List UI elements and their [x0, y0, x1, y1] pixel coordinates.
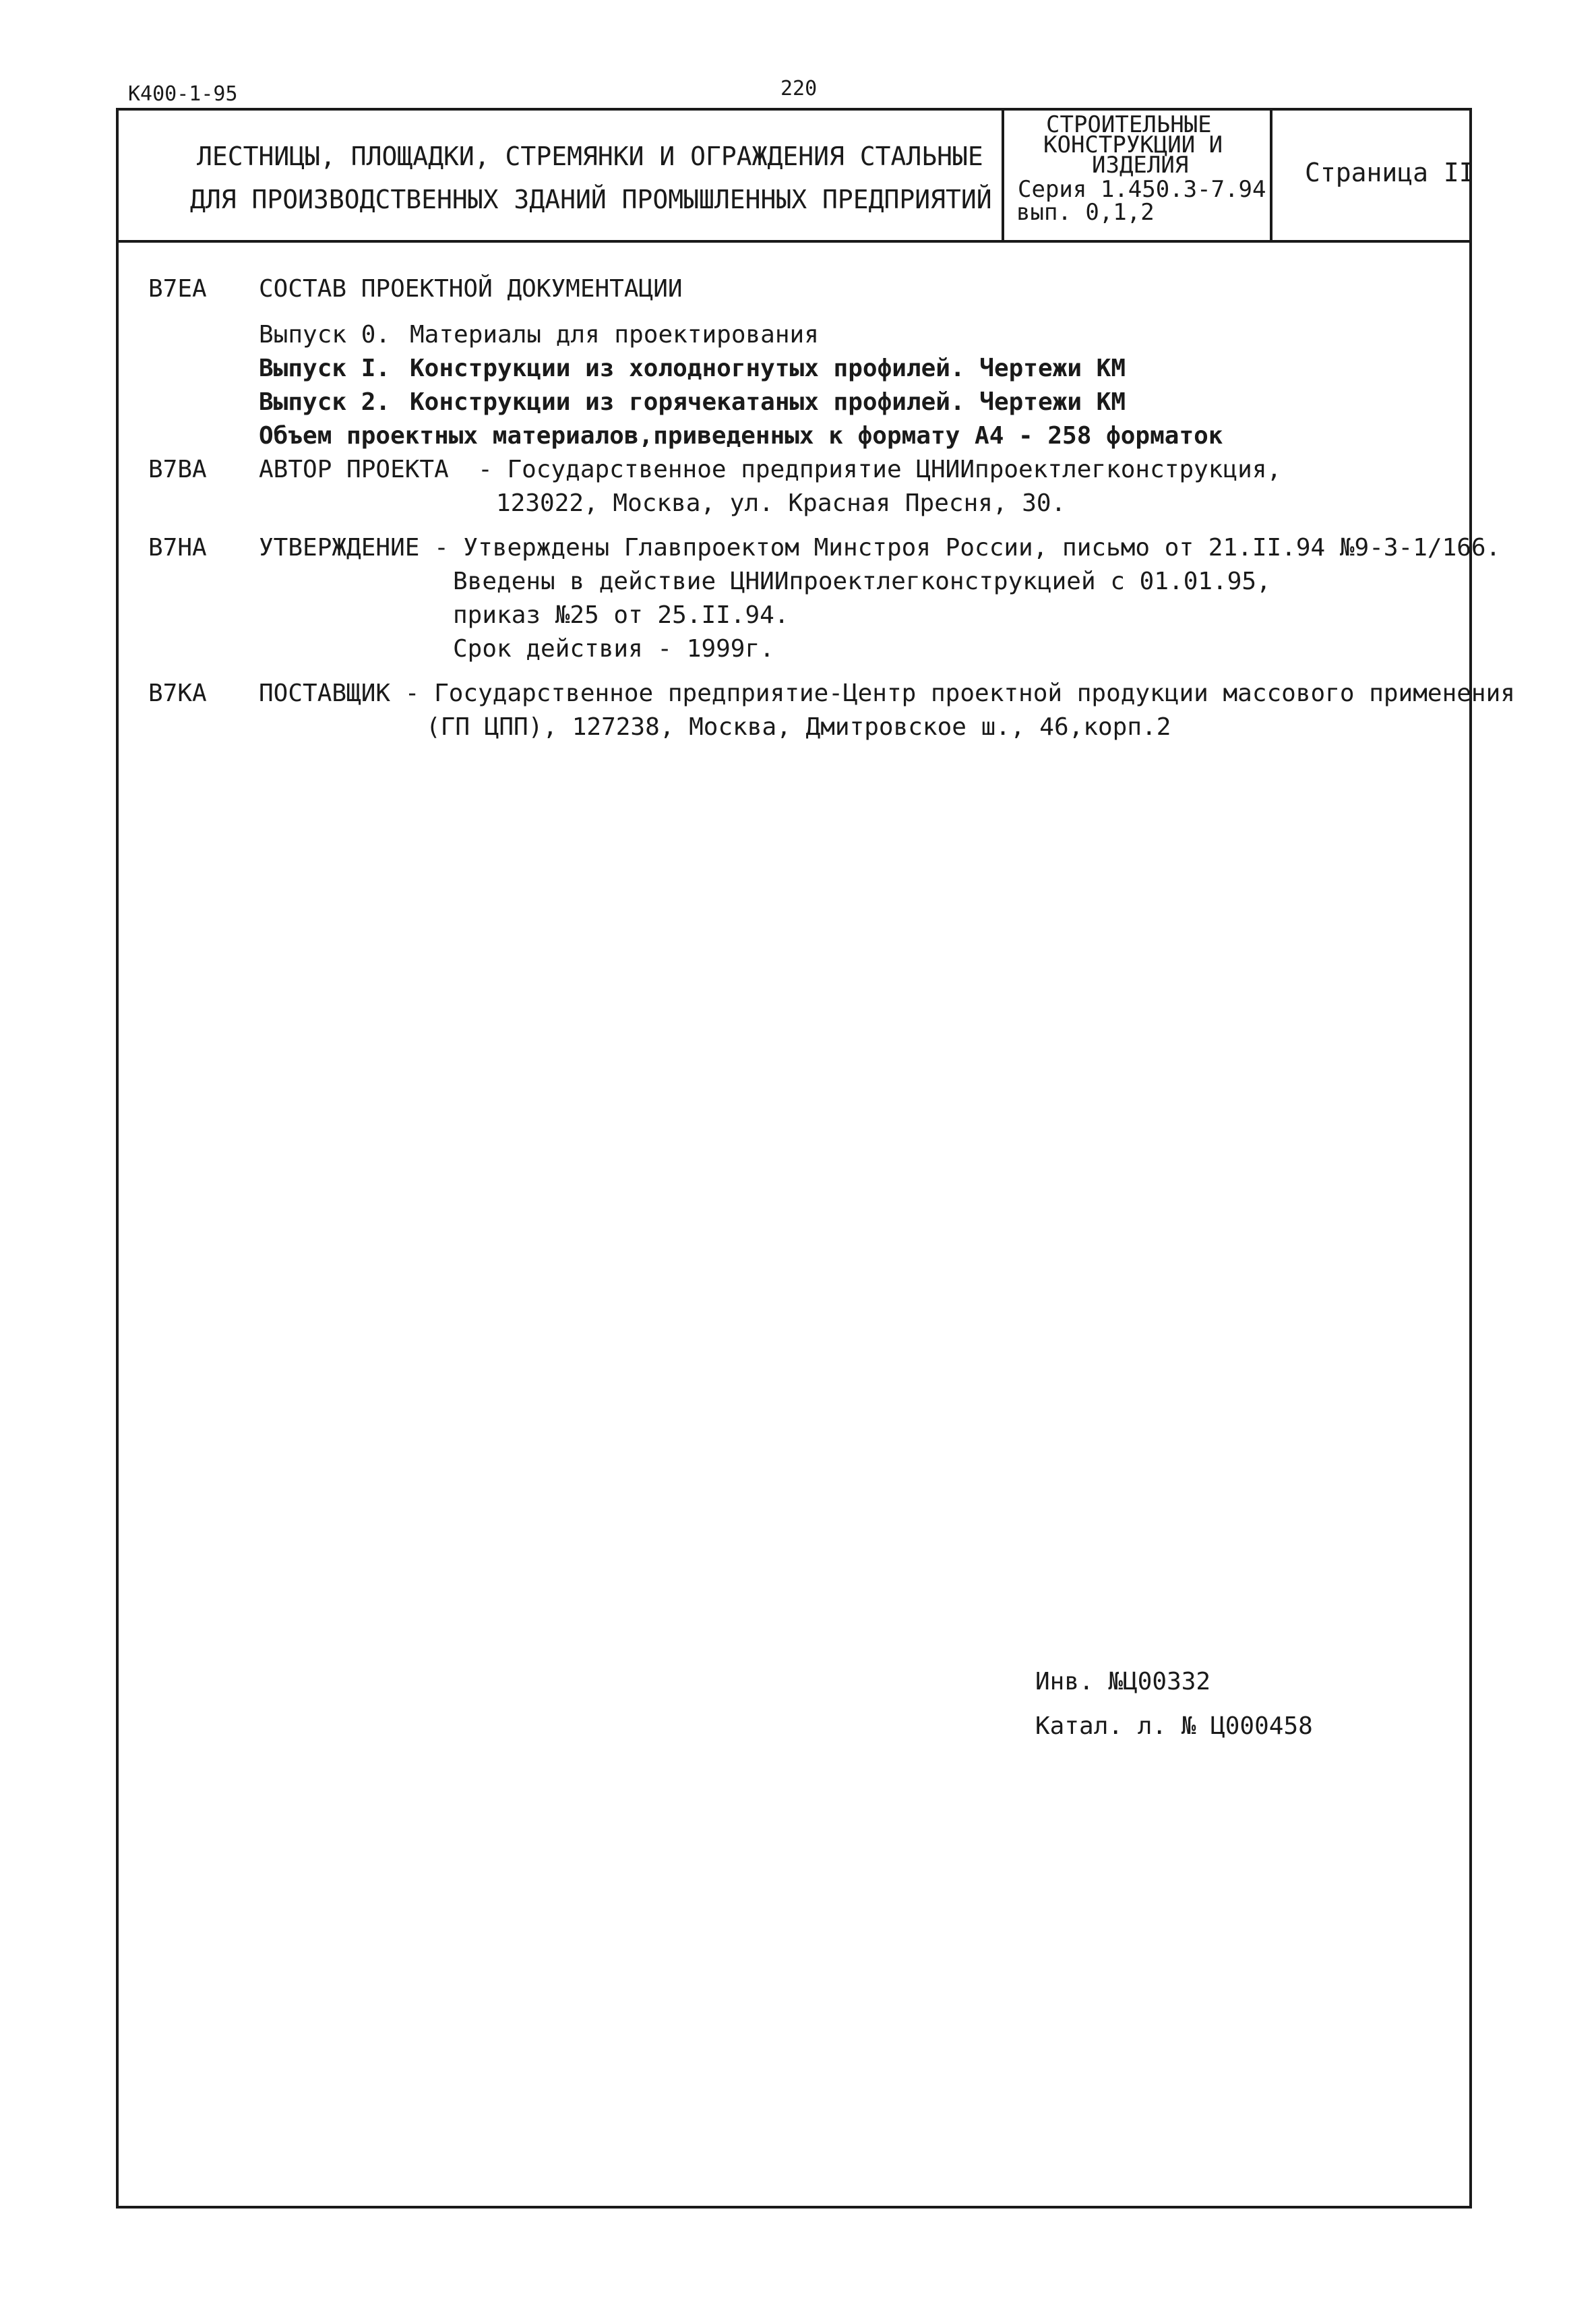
section-title-b7ea: СОСТАВ ПРОЕКТНОЙ ДОКУМЕНТАЦИИ [259, 275, 683, 303]
author-line2: 123022, Москва, ул. Красная Пресня, 30. [496, 489, 1066, 517]
section-code-b7ea: В7ЕА [148, 275, 207, 303]
header-title-line2: ДЛЯ ПРОИЗВОДСТВЕННЫХ ЗДАНИЙ ПРОМЫШЛЕННЫХ ПРЕДПРИЯТИЙ [190, 185, 992, 214]
approval-line2: Введены в действие ЦНИИпроектлегконструкцией с 01.01.95, [453, 568, 1271, 595]
section-code-b7na: В7НА [148, 534, 207, 562]
issue-0-text: Материалы для проектирования [410, 321, 819, 349]
supplier-line2: (ГП ЦПП), 127238, Москва, Дмитровское ш., 46,корп.2 [426, 713, 1171, 741]
header-divider [116, 240, 1472, 243]
volume-note: Объем проектных материалов,приведенных к формату А4 - 258 форматок [259, 422, 1223, 450]
page-number: 220 [780, 77, 818, 100]
issue-0-label: Выпуск 0. [259, 321, 391, 349]
inventory-number: Инв. №Ц00332 [1035, 1668, 1211, 1695]
header-column-divider-2 [1270, 108, 1272, 243]
header-category-line2: КОНСТРУКЦИИ И [1043, 131, 1223, 158]
approval-line4: Срок действия - 1999г. [453, 635, 774, 663]
catalog-number: Катал. л. № Ц000458 [1035, 1712, 1313, 1740]
issue-2-label: Выпуск 2. [259, 388, 391, 416]
section-code-b7ka: В7КА [148, 680, 207, 707]
header-series: Серия 1.450.3-7.94 [1018, 176, 1266, 203]
header-category-line1: СТРОИТЕЛЬНЫЕ [1046, 111, 1212, 138]
header-page-label: Страница II [1305, 158, 1475, 187]
document-code: К400-1-95 [128, 82, 238, 106]
header-category-line3: ИЗДЕЛИЯ [1092, 152, 1189, 179]
author-line1: АВТОР ПРОЕКТА - Государственное предприятие ЦНИИпроектлегконструкция, [259, 456, 1282, 483]
header-title-line1: ЛЕСТНИЦЫ, ПЛОЩАДКИ, СТРЕМЯНКИ И ОГРАЖДЕНИЯ СТАЛЬНЫЕ [197, 142, 983, 171]
section-code-b7va: В7ВА [148, 456, 207, 483]
issue-2-text: Конструкции из горячекатаных профилей. Чертежи КМ [410, 388, 1126, 416]
approval-line1: УТВЕРЖДЕНИЕ - Утверждены Главпроектом Минстроя России, письмо от 21.II.94 №9-3-1/166. [259, 534, 1501, 562]
issue-1-label: Выпуск I. [259, 355, 391, 382]
supplier-line1: ПОСТАВЩИК - Государственное предприятие-Центр проектной продукции массового применения [259, 680, 1515, 707]
header-issues: вып. 0,1,2 [1016, 199, 1155, 226]
approval-line3: приказ №25 от 25.II.94. [453, 601, 789, 629]
issue-1-text: Конструкции из холодногнутых профилей. Чертежи КМ [410, 355, 1126, 382]
header-column-divider-1 [1002, 108, 1004, 243]
